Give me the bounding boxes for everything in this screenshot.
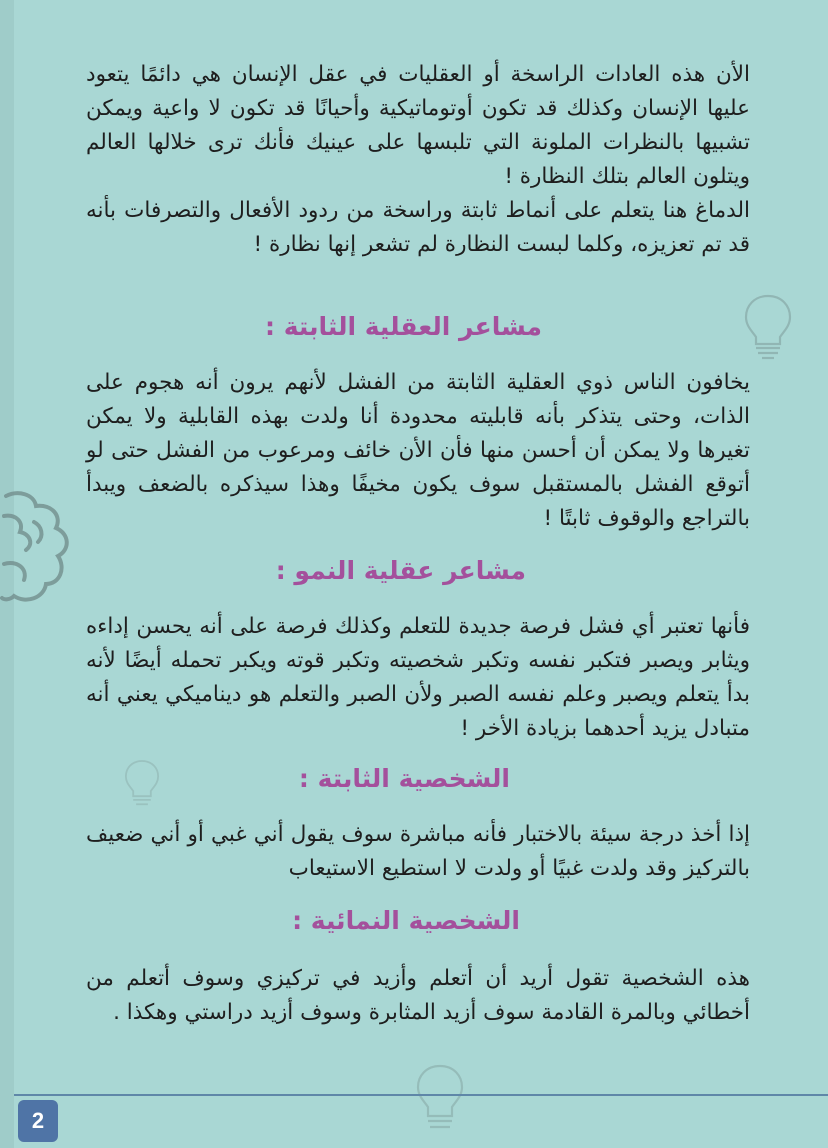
- paragraph-growth-mindset: فأنها تعتبر أي فشل فرصة جديدة للتعلم وكذلك فرصة على أنه يحسن إداءه ويثابر ويصبر فتكبر نفسه وتكبر شخصيته وتكبر قوته ويكبر تحمله أيضًا لأنه بدأ يتعلم ويصبر وعلم نفسه الصبر ولأن الصبر والتعلم هو ديناميكي يعني أنه متبادل يزيد أحدهما بزيادة الأخر !: [86, 614, 750, 741]
- lightbulb-icon: [738, 290, 798, 362]
- fixed-mindset-block: [86, 366, 750, 536]
- footer-divider: [14, 1094, 828, 1096]
- fixed-personality-block: [86, 818, 750, 886]
- paragraph-habits: الأن هذه العادات الراسخة أو العقليات في عقل الإنسان هي دائمًا يتعود عليها الإنسان وكذلك قد تكون أوتوماتيكية وأحيانًا قد تكون لا واعية ويمكن تشبيها بالنظرات الملونة التي تلبسها على عينيك فأنك ترى خلالها العالم ويتلون العالم بتلك النظارة !: [86, 62, 750, 189]
- growth-mindset-block: [86, 610, 750, 746]
- lightbulb-icon: [410, 1060, 470, 1140]
- lightbulb-icon: [120, 756, 164, 810]
- page-number-badge: 2: [18, 1100, 58, 1142]
- heading-fixed-mindset-feelings: مشاعر العقلية الثابتة :: [265, 312, 542, 341]
- brain-icon: [0, 486, 80, 610]
- paragraph-fixed-mindset: يخافون الناس ذوي العقلية الثابتة من الفشل لأنهم يرون أنه هجوم على الذات، وحتى يتذكر بأنه قابليته محدودة أنا ولدت بهذه القابلية ولا يمكن تغيرها ولا يمكن أن أحسن منها فأن الأن خائف ومرعوب من الفشل حتى لو أتوقع الفشل بالمستقبل سوف يكون مخيفًا وهذا سيذكره بالضعف ويبدأ بالتراجع والوقوف ثابتًا !: [86, 370, 750, 531]
- intro-block: [86, 58, 750, 262]
- heading-growth-mindset-feelings: مشاعر عقلية النمو :: [275, 556, 526, 585]
- paragraph-fixed-personality: إذا أخذ درجة سيئة بالاختبار فأنه مباشرة سوف يقول أني غبي أو أني ضعيف بالتركيز وقد ولدت غبيًا أو ولدت لا استطيع الاستيعاب: [86, 822, 750, 881]
- paragraph-brain: الدماغ هنا يتعلم على أنماط ثابتة وراسخة من ردود الأفعال والتصرفات بأنه قد تم تعزيزه، وكلما لبست النظارة لم تشعر إنها نظارة !: [86, 198, 750, 257]
- paragraph-growth-personality: هذه الشخصية تقول أريد أن أتعلم وأزيد في تركيزي وسوف أتعلم من أخطائي وبالمرة القادمة سوف أزيد المثابرة وسوف أزيد دراستي وهكذا .: [86, 966, 750, 1025]
- heading-growth-personality: الشخصية النمائية :: [292, 906, 520, 935]
- heading-fixed-personality: الشخصية الثابتة :: [298, 764, 510, 793]
- growth-personality-block: [86, 962, 750, 1030]
